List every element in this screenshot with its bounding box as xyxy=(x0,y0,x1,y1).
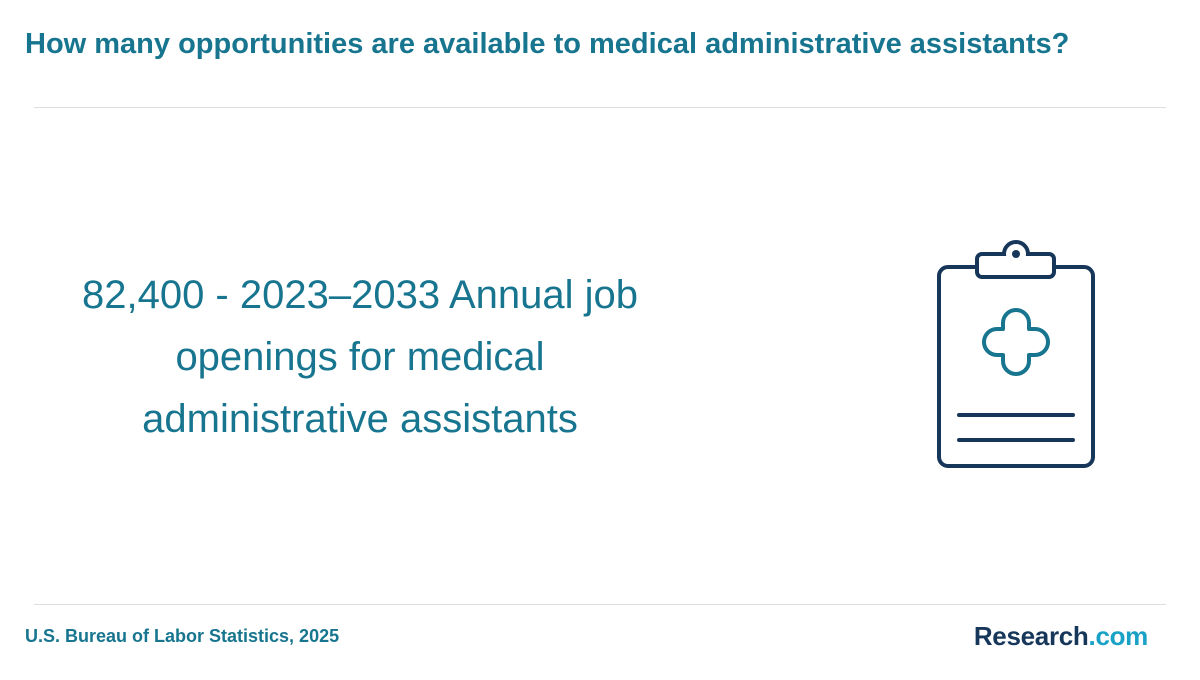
stat-text xyxy=(40,264,680,450)
top-divider xyxy=(34,107,1166,108)
stat-line-1: 82,400 - 2023–2033 Annual job xyxy=(81,273,639,317)
logo-name: Research xyxy=(973,621,1089,651)
bottom-divider xyxy=(34,604,1166,605)
stat-line-2: openings for medical xyxy=(175,335,545,379)
logo-tld: .com xyxy=(1088,621,1148,651)
stat-line-3: administrative assistants xyxy=(142,397,578,441)
research-com-logo xyxy=(974,620,1148,652)
source-citation: U.S. Bureau of Labor Statistics, 2025 xyxy=(25,626,340,646)
clipboard-medical-cross-icon xyxy=(930,232,1102,478)
page-title: How many opportunities are available to medical administrative assistants? xyxy=(25,28,1070,60)
